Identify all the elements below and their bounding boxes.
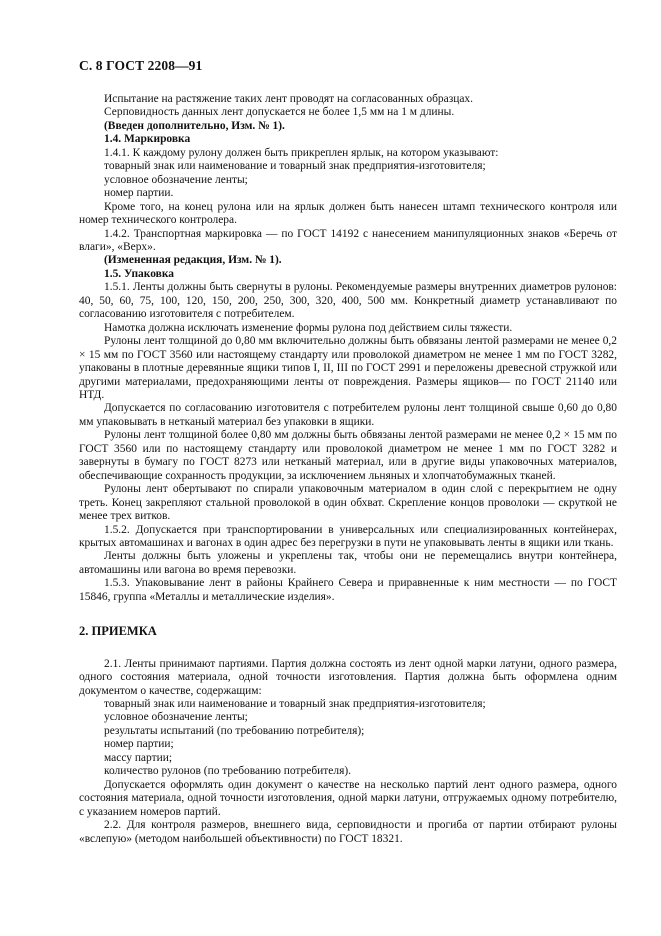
subsection-heading-packaging: 1.5. Упаковка	[104, 267, 174, 280]
section-heading-acceptance: 2. ПРИЕМКА	[79, 624, 157, 639]
list-item: результаты испытаний (по требованию потребителя);	[104, 724, 365, 737]
paragraph: 1.4.2. Транспортная маркировка — по ГОСТ 14192 с нанесением манипуляционных знаков «Беречь от влаги», «Верх».	[79, 227, 617, 253]
paragraph: 1.4.1. К каждому рулону должен быть прикреплен ярлык, на котором указывают:	[104, 146, 499, 159]
paragraph: 1.5.2. Допускается при транспортировании в универсальных или специализированных контейнерах, крытых автомашинах и вагонах в один адрес без перегрузки в пути не упаковывать ленты в ящики или ткань.	[79, 523, 617, 549]
paragraph: 1.5.1. Ленты должны быть свернуты в рулоны. Рекомендуемые размеры внутренних диаметров рулонов: 40, 50, 60, 75, 100, 120, 150, 200, 250, 300, 320, 400, 500 мм. Конкретный диаметр устанавливают по согласованию изготовителя с потребителем.	[79, 281, 617, 321]
page-header: С. 8 ГОСТ 2208—91	[79, 58, 203, 73]
subsection-heading-marking: 1.4. Маркировка	[104, 133, 191, 146]
list-item: номер партии.	[104, 187, 174, 200]
list-item: условное обозначение ленты;	[104, 173, 248, 186]
paragraph: Допускается по согласованию изготовителя с потребителем рулоны лент толщиной свыше 0,60 до 0,80 мм упаковывать в нетканый материал без упаковки в ящики.	[79, 402, 617, 428]
paragraph: Допускается оформлять один документ о качестве на несколько партий лент одного размера, одного состояния материала, одной точности изготовления, одной марки латуни, отгружаемых одному потребителю, с указанием номеров партий.	[79, 778, 617, 818]
paragraph: 2.2. Для контроля размеров, внешнего вида, серповидности и прогиба от партии отбирают рулоны «вслепую» (методом наибольшей объективности) по ГОСТ 18321.	[79, 819, 617, 845]
paragraph: Испытание на растяжение таких лент проводят на согласованных образцах.	[104, 93, 474, 105]
list-item: массу партии;	[104, 751, 172, 764]
page-content	[79, 93, 617, 846]
list-item: условное обозначение ленты;	[104, 711, 248, 724]
paragraph: Рулоны лент толщиной более 0,80 мм должны быть обвязаны лентой размерами не менее 0,2 × 15 мм по ГОСТ 3560 или по настоящему стандарту или проволокой диаметром не менее 1 мм по ГОСТ 3282 и завернуты в бумагу по ГОСТ 8273 или нетканый материал, или в другие виды упаковочных материалов, обеспечивающие сохранность продукции, за исключением льняных и хлопчатобумажных тканей.	[79, 429, 617, 482]
paragraph: Намотка должна исключать изменение формы рулона под действием силы тяжести.	[104, 321, 513, 334]
amendment-note: (Введен дополнительно, Изм. № 1).	[104, 119, 285, 132]
paragraph: Рулоны лент обертывают по спирали упаковочным материалом в один слой с перекрытием не одну треть. Конец закрепляют стальной проволокой в один обхват. Скрепление концов проволоки — скруткой не менее трех витков.	[79, 483, 617, 523]
paragraph: Серповидность данных лент допускается не более 1,5 мм на 1 м длины.	[104, 106, 455, 119]
paragraph: Ленты должны быть уложены и укреплены так, чтобы они не перемещались внутри контейнера, автомашины или вагона во время перевозки.	[79, 550, 617, 576]
paragraph: Рулоны лент толщиной до 0,80 мм включительно должны быть обвязаны лентой размерами не менее 0,2 × 15 мм по ГОСТ 3560 или настоящему стандарту или проволокой диаметром не менее 1 мм по ГОСТ 3282, упакованы в плотные деревянные ящики типов I, II, III по ГОСТ 2991 и переложены древесной стружкой или другими материалами, предохраняющими ленты от повреждения. Размеры ящиков— по ГОСТ 21140 или НТД.	[79, 335, 617, 401]
list-item: количество рулонов (по требованию потребителя).	[104, 765, 351, 778]
paragraph: 2.1. Ленты принимают партиями. Партия должна состоять из лент одной марки латуни, одного размера, одного состояния материала, одной точности изготовления. Партия должна быть оформлена одним документом о качестве, содержащим:	[79, 657, 617, 697]
list-item: номер партии;	[104, 738, 174, 751]
paragraph: Кроме того, на конец рулона или на ярлык должен быть нанесен штамп технического контроля или номер технического контролера.	[79, 200, 617, 227]
list-item: товарный знак или наименование и товарный знак предприятия-изготовителя;	[104, 160, 486, 173]
amendment-note: (Измененная редакция, Изм. № 1).	[104, 254, 282, 267]
list-item: товарный знак или наименование и товарный знак предприятия-изготовителя;	[104, 698, 486, 711]
paragraph: 1.5.3. Упаковывание лент в районы Крайнего Севера и приравненные к ним местности — по ГОСТ 15846, группа «Металлы и металлические изделия».	[79, 577, 617, 603]
